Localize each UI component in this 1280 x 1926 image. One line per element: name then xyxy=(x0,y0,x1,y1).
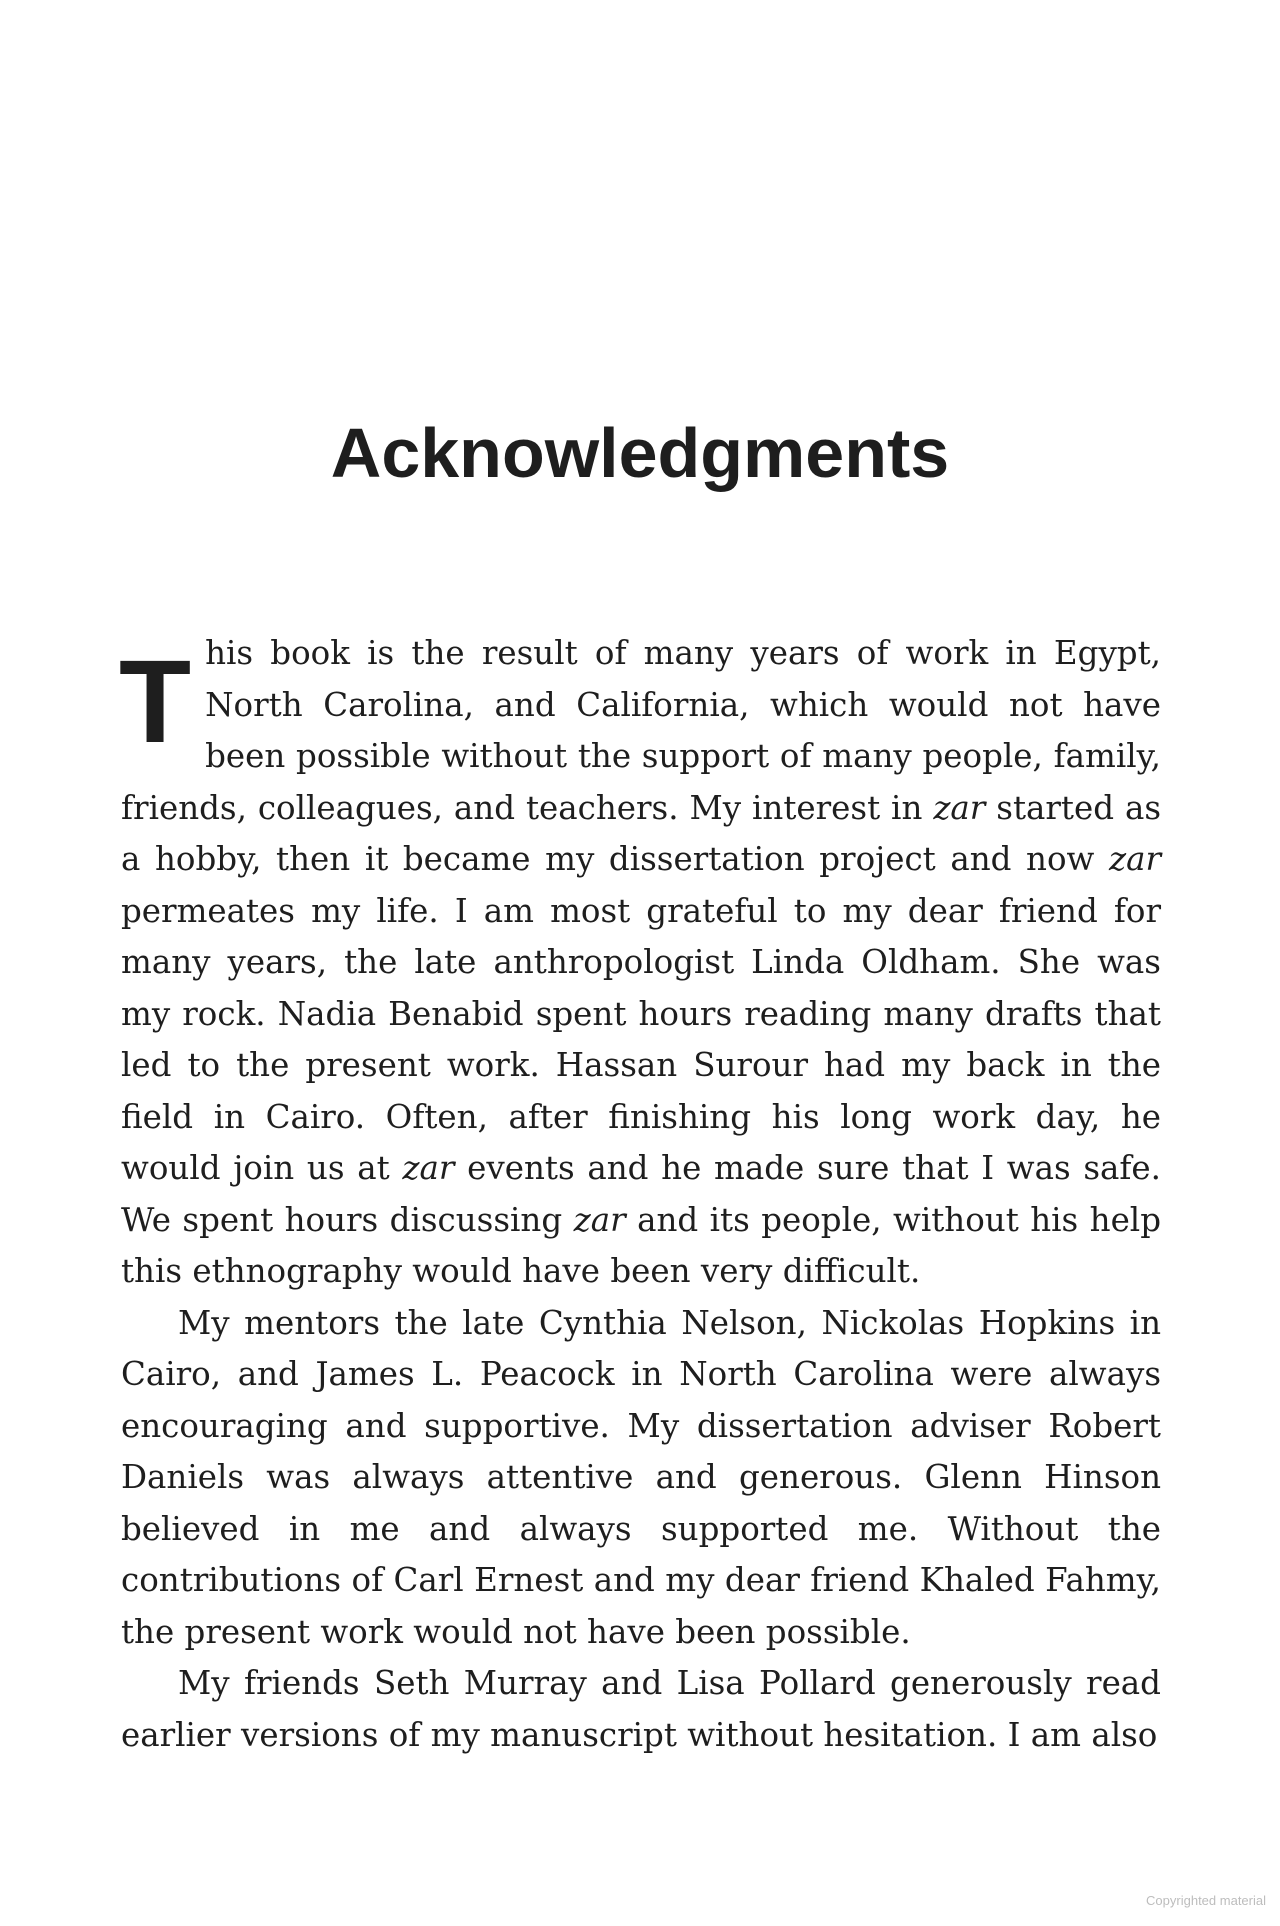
paragraph-1-text: events and he made sure that I was safe. We spent hours discussing xyxy=(121,1149,1161,1239)
paragraph-1-text: permeates my life. I am most grateful to my dear friend for many years, the late anthropologist Linda Oldham. She was my rock. Nadia Benabid spent hours reading many drafts that led to the present work. Hassan Surour had my back in the field in Cairo. Often, after finishing his long work day, he would join us at xyxy=(121,891,1161,1187)
zar-term: zar xyxy=(1108,840,1161,878)
drop-cap: T xyxy=(119,636,192,768)
paragraph-1-text: his book is the result of many years of work in Egypt, North Carolina, and California, which would not have been possible without the support of many people, family, friends, colleagues, and teachers. My interest in xyxy=(121,634,1161,827)
body-text xyxy=(121,628,1161,1761)
paragraph-3: My friends Seth Murray and Lisa Pollard generously read earlier versions of my manuscript without hesitation. I am also xyxy=(121,1664,1161,1754)
zar-term: zar xyxy=(402,1149,455,1187)
paragraph-1-text: started as a hobby, then it became my dissertation project and now xyxy=(121,788,1162,878)
zar-term: zar xyxy=(933,788,986,827)
paragraph-2: My mentors the late Cynthia Nelson, Nickolas Hopkins in Cairo, and James L. Peacock in North Carolina were always encouraging and supportive. My dissertation adviser Robert Daniels was always attentive and generous. Glenn Hinson believed in me and always supported me. Without the contributions of Carl Ernest and my dear friend Khaled Fahmy, the present work would not have been possible. xyxy=(121,1303,1161,1651)
paragraph-1-text: and its people, without his help this ethnography would have been very difficult. xyxy=(121,1200,1161,1290)
copyright-watermark: Copyrighted material xyxy=(1146,1893,1266,1908)
page-title: Acknowledgments xyxy=(330,414,950,492)
zar-term: zar xyxy=(573,1200,626,1239)
paragraph-1 xyxy=(121,628,1161,1298)
